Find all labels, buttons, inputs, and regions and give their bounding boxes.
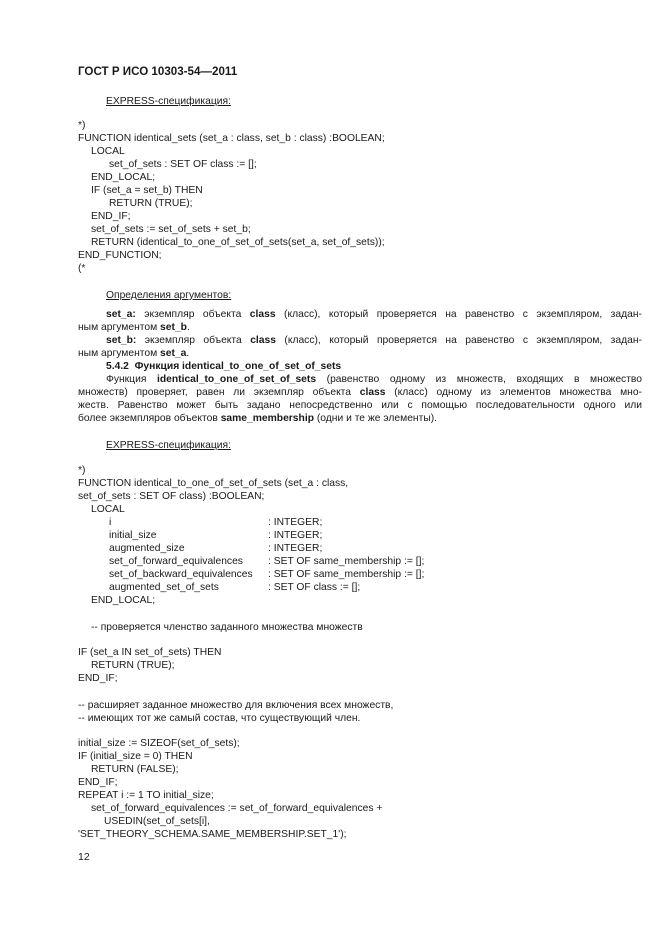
code-line: END_LOCAL;: [91, 595, 156, 606]
code-line: END_IF;: [78, 777, 118, 788]
code-line: USEDIN(set_of_sets[i],: [104, 816, 210, 827]
code-comment: -- проверяется членство заданного множества множеств: [91, 622, 363, 633]
argument-set-b-line1: set_b: экземпляр объекта class (класс), который проверяется на равенство с экземпляром, задан-: [106, 335, 642, 346]
code-line: END_LOCAL;: [91, 172, 156, 183]
code-line: END_FUNCTION;: [78, 250, 162, 261]
local-var-type: : SET OF same_membership := [];: [268, 569, 425, 580]
code-line: initial_size := SIZEOF(set_of_sets);: [78, 738, 240, 749]
section-paragraph-line4: более экземпляров объектов same_membership (одни и те же элементы).: [78, 413, 438, 424]
code-line: RETURN (TRUE);: [91, 660, 175, 671]
code-line: 'SET_THEORY_SCHEMA.SAME_MEMBERSHIP.SET_1');: [78, 829, 347, 840]
express-spec-heading: EXPRESS-спецификация:: [106, 96, 231, 107]
argument-set-a-line2: ным аргументом set_b.: [78, 322, 190, 333]
document-header: ГОСТ Р ИСО 10303-54—2011: [78, 65, 238, 78]
code-line: *): [78, 120, 86, 131]
argument-set-a-line1: set_a: экземпляр объекта class (класс), который проверяется на равенство с экземпляром, задан-: [106, 309, 642, 320]
section-paragraph-line1: Функция identical_to_one_of_set_of_sets (равенство одному из множеств, входящих в множество: [106, 374, 642, 385]
code-line: RETURN (TRUE);: [109, 198, 193, 209]
section-heading: 5.4.2 Функция identical_to_one_of_set_of_sets: [106, 361, 342, 372]
code-line: set_of_sets : SET OF class := [];: [109, 159, 257, 170]
code-line: IF (set_a = set_b) THEN: [91, 185, 203, 196]
code-line: FUNCTION identical_sets (set_a : class, set_b : class) :BOOLEAN;: [78, 133, 385, 144]
code-line: END_IF;: [91, 211, 131, 222]
local-var-name: augmented_set_of_sets: [109, 582, 219, 593]
express-spec-heading-2: EXPRESS-спецификация:: [106, 440, 231, 451]
local-var-name: initial_size: [109, 530, 157, 541]
local-var-type: : INTEGER;: [268, 530, 323, 541]
local-var-type: : SET OF class := [];: [268, 582, 361, 593]
local-var-type: : INTEGER;: [268, 543, 323, 554]
section-paragraph-line2: множеств) проверяет, равен ли экземпляр объекта class (класс) одному из элементов множества мно-: [78, 387, 642, 398]
local-var-name: augmented_size: [109, 543, 185, 554]
code-line: FUNCTION identical_to_one_of_set_of_sets (set_a : class,: [78, 478, 349, 489]
local-var-type: : SET OF same_membership := [];: [268, 556, 425, 567]
code-comment: -- имеющих тот же самый состав, что существующий член.: [78, 713, 361, 724]
code-line: LOCAL: [91, 146, 125, 157]
section-paragraph-line3: жеств. Равенство может быть задано непосредственно или с помощью последовательности одного или: [78, 400, 642, 411]
code-line: *): [78, 465, 86, 476]
argument-set-b-line2: ным аргументом set_a.: [78, 348, 190, 359]
code-line: LOCAL: [91, 504, 125, 515]
local-var-name: set_of_forward_equivalences: [109, 556, 243, 567]
local-var-name: i: [109, 517, 112, 528]
page-number: 12: [78, 851, 90, 863]
code-line: RETURN (FALSE);: [91, 764, 179, 775]
code-comment: -- расширяет заданное множество для включения всех множеств,: [78, 700, 394, 711]
code-line: RETURN (identical_to_one_of_set_of_sets(set_a, set_of_sets));: [91, 237, 385, 248]
code-line: IF (initial_size = 0) THEN: [78, 751, 193, 762]
code-line: set_of_sets := set_of_sets + set_b;: [91, 224, 251, 235]
local-var-type: : INTEGER;: [268, 517, 323, 528]
code-line: END_IF;: [78, 673, 118, 684]
argument-definitions-heading: Определения аргументов:: [106, 290, 232, 301]
code-line: (*: [78, 263, 86, 274]
code-line: set_of_sets : SET OF class) :BOOLEAN;: [78, 491, 265, 502]
code-line: IF (set_a IN set_of_sets) THEN: [78, 647, 222, 658]
code-line: set_of_forward_equivalences := set_of_forward_equivalences +: [91, 803, 383, 814]
local-var-name: set_of_backward_equivalences: [109, 569, 253, 580]
code-line: REPEAT i := 1 TO initial_size;: [78, 790, 214, 801]
